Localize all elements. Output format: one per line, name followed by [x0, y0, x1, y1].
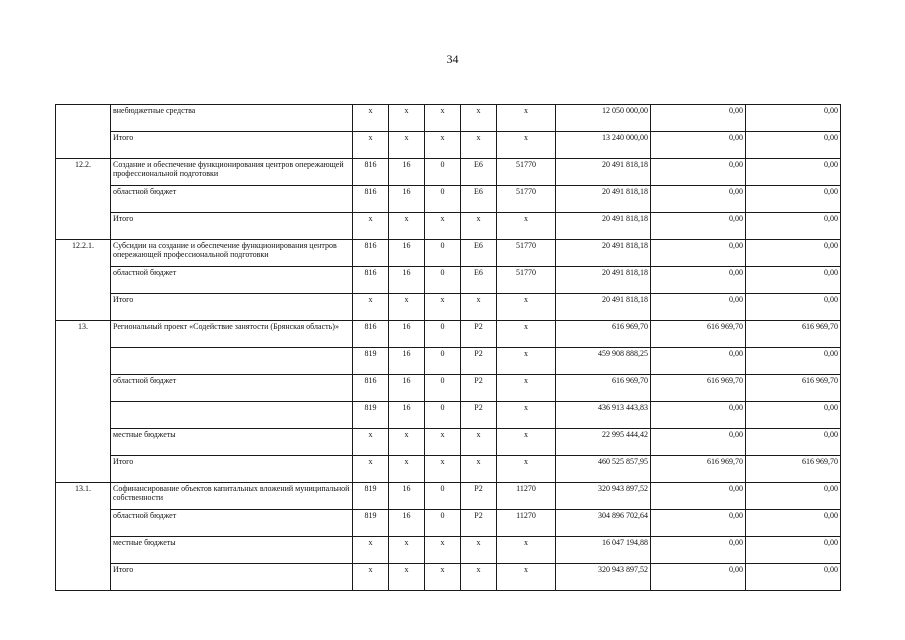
table-row	[56, 267, 841, 294]
code-cell: x	[389, 105, 425, 132]
row-name-cell: областной бюджет	[111, 267, 353, 294]
code-cell: x	[497, 537, 556, 564]
code-cell: 819	[353, 483, 389, 510]
sum-cell: 0,00	[746, 294, 841, 321]
code-cell: E6	[461, 240, 497, 267]
row-name-cell: Региональный проект «Содействие занятости (Брянская область)»	[111, 321, 353, 348]
table-row	[56, 186, 841, 213]
code-cell: x	[389, 537, 425, 564]
code-cell: x	[461, 456, 497, 483]
row-name-cell: внебюджетные средства	[111, 105, 353, 132]
sum-cell: 0,00	[651, 240, 746, 267]
sum-cell: 20 491 818,18	[556, 186, 651, 213]
budget-table	[55, 104, 841, 591]
sum-cell: 0,00	[651, 537, 746, 564]
sum-cell: 0,00	[746, 564, 841, 591]
code-cell: x	[461, 294, 497, 321]
sum-cell: 22 995 444,42	[556, 429, 651, 456]
sum-cell: 0,00	[746, 510, 841, 537]
sum-cell: 616 969,70	[651, 456, 746, 483]
code-cell: x	[389, 132, 425, 159]
table-row	[56, 564, 841, 591]
table-row	[56, 456, 841, 483]
row-name-cell: областной бюджет	[111, 375, 353, 402]
code-cell: x	[461, 132, 497, 159]
code-cell: x	[497, 321, 556, 348]
code-cell: 16	[389, 483, 425, 510]
code-cell: 0	[425, 483, 461, 510]
row-name-cell	[111, 348, 353, 375]
sum-cell: 0,00	[746, 159, 841, 186]
code-cell: 51770	[497, 159, 556, 186]
row-number-cell	[56, 105, 111, 159]
code-cell: 0	[425, 510, 461, 537]
code-cell: x	[425, 429, 461, 456]
code-cell: P2	[461, 321, 497, 348]
code-cell: x	[497, 375, 556, 402]
sum-cell: 0,00	[651, 510, 746, 537]
code-cell: x	[497, 294, 556, 321]
row-name-cell: областной бюджет	[111, 186, 353, 213]
code-cell: 16	[389, 240, 425, 267]
table-row	[56, 240, 841, 267]
sum-cell: 0,00	[651, 564, 746, 591]
code-cell: x	[497, 564, 556, 591]
code-cell: x	[497, 429, 556, 456]
sum-cell: 0,00	[746, 348, 841, 375]
sum-cell: 0,00	[651, 105, 746, 132]
code-cell: x	[389, 456, 425, 483]
sum-cell: 616 969,70	[651, 375, 746, 402]
page-number: 34	[446, 52, 459, 66]
code-cell: 819	[353, 510, 389, 537]
code-cell: x	[389, 429, 425, 456]
code-cell: x	[425, 294, 461, 321]
sum-cell: 616 969,70	[556, 375, 651, 402]
sum-cell: 0,00	[651, 429, 746, 456]
table-row	[56, 213, 841, 240]
row-name-cell: Софинансирование объектов капитальных вложений муниципальной собственности	[111, 483, 353, 510]
code-cell: x	[497, 402, 556, 429]
code-cell: P2	[461, 510, 497, 537]
code-cell: 0	[425, 402, 461, 429]
code-cell: x	[461, 213, 497, 240]
code-cell: x	[425, 537, 461, 564]
sum-cell: 16 047 194,88	[556, 537, 651, 564]
row-number-cell: 12.2.1.	[56, 240, 111, 321]
sum-cell: 0,00	[746, 267, 841, 294]
table-row	[56, 348, 841, 375]
code-cell: 0	[425, 375, 461, 402]
row-name-cell: Субсидии на создание и обеспечение функционирования центров опережающей профессиональной подготовки	[111, 240, 353, 267]
code-cell: x	[425, 132, 461, 159]
code-cell: x	[353, 456, 389, 483]
code-cell: x	[497, 456, 556, 483]
code-cell: x	[353, 429, 389, 456]
code-cell: x	[497, 348, 556, 375]
code-cell: 51770	[497, 267, 556, 294]
code-cell: 816	[353, 186, 389, 213]
sum-cell: 0,00	[651, 267, 746, 294]
sum-cell: 436 913 443,83	[556, 402, 651, 429]
code-cell: 16	[389, 402, 425, 429]
sum-cell: 0,00	[746, 132, 841, 159]
code-cell: 0	[425, 348, 461, 375]
code-cell: x	[425, 456, 461, 483]
code-cell: 16	[389, 375, 425, 402]
table-row	[56, 402, 841, 429]
table-row	[56, 105, 841, 132]
sum-cell: 459 908 888,25	[556, 348, 651, 375]
sum-cell: 20 491 818,18	[556, 159, 651, 186]
sum-cell: 0,00	[651, 348, 746, 375]
sum-cell: 20 491 818,18	[556, 267, 651, 294]
sum-cell: 616 969,70	[651, 321, 746, 348]
code-cell: x	[353, 132, 389, 159]
table-row	[56, 537, 841, 564]
sum-cell: 20 491 818,18	[556, 294, 651, 321]
table-row	[56, 294, 841, 321]
code-cell: 16	[389, 159, 425, 186]
sum-cell: 20 491 818,18	[556, 213, 651, 240]
code-cell: x	[461, 429, 497, 456]
code-cell: E6	[461, 159, 497, 186]
sum-cell: 0,00	[651, 213, 746, 240]
code-cell: x	[353, 294, 389, 321]
sum-cell: 0,00	[746, 105, 841, 132]
sum-cell: 0,00	[651, 294, 746, 321]
table-row	[56, 429, 841, 456]
sum-cell: 0,00	[746, 186, 841, 213]
code-cell: 0	[425, 240, 461, 267]
code-cell: x	[353, 564, 389, 591]
code-cell: E6	[461, 186, 497, 213]
row-name-cell: Создание и обеспечение функционирования центров опережающей профессиональной подготовки	[111, 159, 353, 186]
code-cell: P2	[461, 348, 497, 375]
code-cell: 816	[353, 267, 389, 294]
table-row	[56, 321, 841, 348]
row-number-cell: 13.	[56, 321, 111, 483]
sum-cell: 0,00	[746, 537, 841, 564]
row-name-cell: Итого	[111, 456, 353, 483]
code-cell: 816	[353, 240, 389, 267]
row-name-cell: Итого	[111, 132, 353, 159]
code-cell: 16	[389, 186, 425, 213]
sum-cell: 0,00	[746, 213, 841, 240]
table-row	[56, 375, 841, 402]
sum-cell: 0,00	[651, 483, 746, 510]
sum-cell: 0,00	[746, 402, 841, 429]
code-cell: x	[425, 213, 461, 240]
code-cell: 819	[353, 402, 389, 429]
row-number-cell: 13.1.	[56, 483, 111, 591]
code-cell: 51770	[497, 240, 556, 267]
code-cell: x	[461, 564, 497, 591]
sum-cell: 616 969,70	[746, 321, 841, 348]
row-name-cell: Итого	[111, 213, 353, 240]
sum-cell: 616 969,70	[746, 456, 841, 483]
sum-cell: 13 240 000,00	[556, 132, 651, 159]
code-cell: 16	[389, 348, 425, 375]
row-name-cell: местные бюджеты	[111, 537, 353, 564]
code-cell: x	[461, 105, 497, 132]
sum-cell: 0,00	[651, 402, 746, 429]
code-cell: 51770	[497, 186, 556, 213]
table-row	[56, 132, 841, 159]
sum-cell: 0,00	[651, 186, 746, 213]
sum-cell: 20 491 818,18	[556, 240, 651, 267]
code-cell: 816	[353, 321, 389, 348]
code-cell: x	[425, 564, 461, 591]
code-cell: x	[353, 213, 389, 240]
code-cell: P2	[461, 402, 497, 429]
sum-cell: 616 969,70	[556, 321, 651, 348]
sum-cell: 320 943 897,52	[556, 483, 651, 510]
code-cell: 0	[425, 159, 461, 186]
row-name-cell: Итого	[111, 294, 353, 321]
sum-cell: 304 896 702,64	[556, 510, 651, 537]
code-cell: 11270	[497, 510, 556, 537]
code-cell: 16	[389, 510, 425, 537]
code-cell: 0	[425, 186, 461, 213]
code-cell: x	[497, 132, 556, 159]
row-number-cell: 12.2.	[56, 159, 111, 240]
row-name-cell: областной бюджет	[111, 510, 353, 537]
sum-cell: 12 050 000,00	[556, 105, 651, 132]
row-name-cell: Итого	[111, 564, 353, 591]
table-row	[56, 159, 841, 186]
table-row	[56, 483, 841, 510]
budget-table-body	[56, 105, 841, 591]
code-cell: 16	[389, 321, 425, 348]
code-cell: x	[425, 105, 461, 132]
code-cell: x	[353, 105, 389, 132]
sum-cell: 616 969,70	[746, 375, 841, 402]
code-cell: x	[497, 213, 556, 240]
sum-cell: 460 525 857,95	[556, 456, 651, 483]
row-name-cell: местные бюджеты	[111, 429, 353, 456]
code-cell: x	[389, 564, 425, 591]
row-name-cell	[111, 402, 353, 429]
code-cell: x	[461, 537, 497, 564]
code-cell: P2	[461, 483, 497, 510]
sum-cell: 0,00	[651, 132, 746, 159]
code-cell: 0	[425, 321, 461, 348]
code-cell: 816	[353, 159, 389, 186]
code-cell: x	[389, 294, 425, 321]
code-cell: P2	[461, 375, 497, 402]
sum-cell: 0,00	[651, 159, 746, 186]
code-cell: x	[353, 537, 389, 564]
sum-cell: 0,00	[746, 483, 841, 510]
sum-cell: 0,00	[746, 240, 841, 267]
code-cell: E6	[461, 267, 497, 294]
sum-cell: 0,00	[746, 429, 841, 456]
table-row	[56, 510, 841, 537]
code-cell: 11270	[497, 483, 556, 510]
code-cell: x	[389, 213, 425, 240]
sum-cell: 320 943 897,52	[556, 564, 651, 591]
code-cell: 0	[425, 267, 461, 294]
code-cell: x	[497, 105, 556, 132]
code-cell: 816	[353, 375, 389, 402]
code-cell: 819	[353, 348, 389, 375]
code-cell: 16	[389, 267, 425, 294]
